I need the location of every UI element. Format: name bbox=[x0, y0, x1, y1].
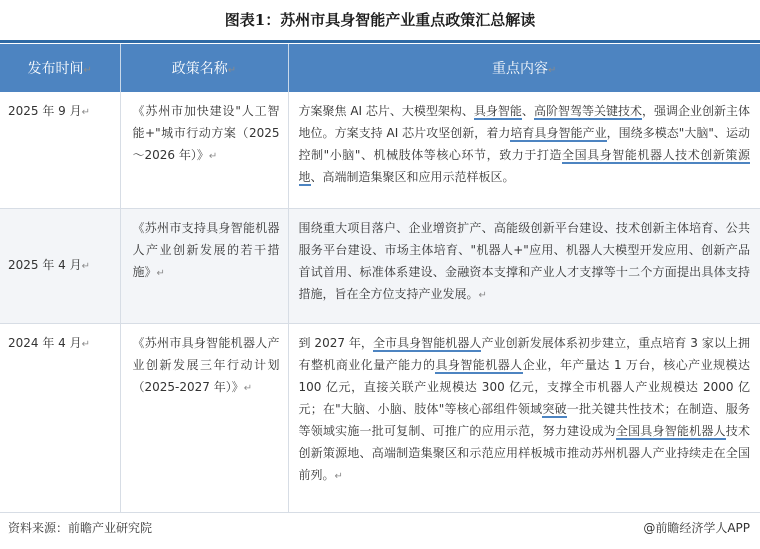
policy-text: 《苏州市具身智能机器人产业创新发展三年行动计划（2025-2027 年）》 bbox=[132, 336, 280, 394]
header-policy bbox=[120, 44, 288, 92]
date-text: 2024 年 4 月 bbox=[8, 336, 82, 350]
date-text: 2025 年 4 月 bbox=[8, 258, 82, 272]
return-mark-icon: ↵ bbox=[208, 151, 218, 162]
return-mark-icon: ↵ bbox=[156, 268, 165, 279]
return-mark-icon: ↵ bbox=[243, 383, 253, 394]
key-text: 技术创新策源地、高端制造集聚区和示范应用样板城市推动苏州机器人产业持续走在全国前列。 bbox=[298, 424, 750, 482]
header-policy-label: 政策名称 bbox=[171, 61, 228, 77]
header-key-label: 重点内容 bbox=[492, 61, 549, 77]
return-mark-icon: ↵ bbox=[81, 339, 91, 350]
table-row bbox=[0, 209, 760, 324]
key-text: 到 2027 年， bbox=[298, 336, 373, 350]
key-text: 方案聚焦 AI 芯片、大模型架构、 bbox=[298, 104, 474, 118]
key-highlight: 突破 bbox=[542, 402, 567, 416]
row-date bbox=[0, 324, 120, 513]
key-text: 、高端制造集聚区和应用示范样板区。 bbox=[310, 170, 515, 184]
table-row bbox=[0, 324, 760, 513]
header-date bbox=[0, 44, 120, 92]
key-text: 一批关键共性技术；在制造、服务等领域实施一批可复制、可推广的应用示范，努力建设成为 bbox=[298, 402, 750, 438]
row-policy bbox=[120, 324, 288, 513]
source-note: 资料来源：前瞻产业研究院 bbox=[8, 521, 153, 535]
return-mark-icon: ↵ bbox=[334, 471, 343, 482]
key-highlight: 全国具身智能机器人 bbox=[615, 424, 726, 438]
policy-table bbox=[0, 44, 760, 513]
header-date-label: 发布时间 bbox=[27, 61, 84, 77]
key-text: 围绕重大项目落户、企业增资扩产、高能级创新平台建设、技术创新主体培育、公共服务平台建设、市场主体培育、"机器人+"应用、机器人大模型开发应用、创新产品首试首用、标准体系建设、金融资本支撑和产业人才支撑等十二个方面提出具体支持措施，旨在全方位支持产业发展。 bbox=[298, 221, 750, 301]
key-highlight: 全国具身智能机器人技术创新策源地 bbox=[298, 148, 750, 184]
title-divider bbox=[0, 40, 760, 43]
date-text: 2025 年 9 月 bbox=[8, 104, 82, 118]
row-date bbox=[0, 92, 120, 209]
row-key bbox=[288, 92, 760, 209]
brand-credit: @前瞻经济学人APP bbox=[643, 521, 750, 535]
return-mark-icon: ↵ bbox=[478, 290, 487, 301]
policy-text: 《苏州市支持具身智能机器人产业创新发展的若干措施》 bbox=[132, 221, 280, 279]
policy-text: 《苏州市加快建设"人工智能+"城市行动方案（2025～2026 年）》 bbox=[132, 104, 280, 162]
return-mark-icon: ↵ bbox=[81, 261, 91, 272]
return-mark-icon: ↵ bbox=[548, 65, 557, 76]
row-key bbox=[288, 324, 760, 513]
return-mark-icon: ↵ bbox=[81, 107, 91, 118]
key-highlight: 具身智能机器人 bbox=[435, 358, 523, 372]
row-policy bbox=[120, 92, 288, 209]
figure-title: 图表1：苏州市具身智能产业重点政策汇总解读 bbox=[224, 11, 536, 29]
key-highlight: 全市具身智能机器人 bbox=[372, 336, 482, 350]
return-mark-icon: ↵ bbox=[83, 65, 92, 76]
key-text: 、 bbox=[521, 104, 534, 118]
key-text: ，围绕多模态"大脑"、运动控制"小脑"、机械肢体等核心环节，致力于打造 bbox=[298, 126, 750, 162]
key-text: ，强调企业创新主体地位。方案支持 AI 芯片攻坚创新，着力 bbox=[298, 104, 750, 140]
table-row bbox=[0, 92, 760, 209]
row-policy bbox=[120, 209, 288, 324]
key-text: 产业创新发展体系初步建立，重点培育 3 家以上拥有整机商业化量产能力的 bbox=[298, 336, 750, 372]
key-highlight: 高阶智驾等关键技术 bbox=[533, 104, 642, 118]
key-text: 企业，年产量达 1 万台，核心产业规模达 100 亿元，直接关联产业规模达 300 亿元，支撑全市机器人产业规模达 2000 亿元；在"大脑、小脑、肢体"等核心部组件领域 bbox=[298, 358, 750, 416]
key-highlight: 具身智能 bbox=[473, 104, 522, 118]
key-highlight: 培育具身智能产业 bbox=[510, 126, 607, 140]
header-key bbox=[288, 44, 760, 92]
row-date bbox=[0, 209, 120, 324]
return-mark-icon: ↵ bbox=[227, 65, 237, 76]
row-key bbox=[288, 209, 760, 324]
